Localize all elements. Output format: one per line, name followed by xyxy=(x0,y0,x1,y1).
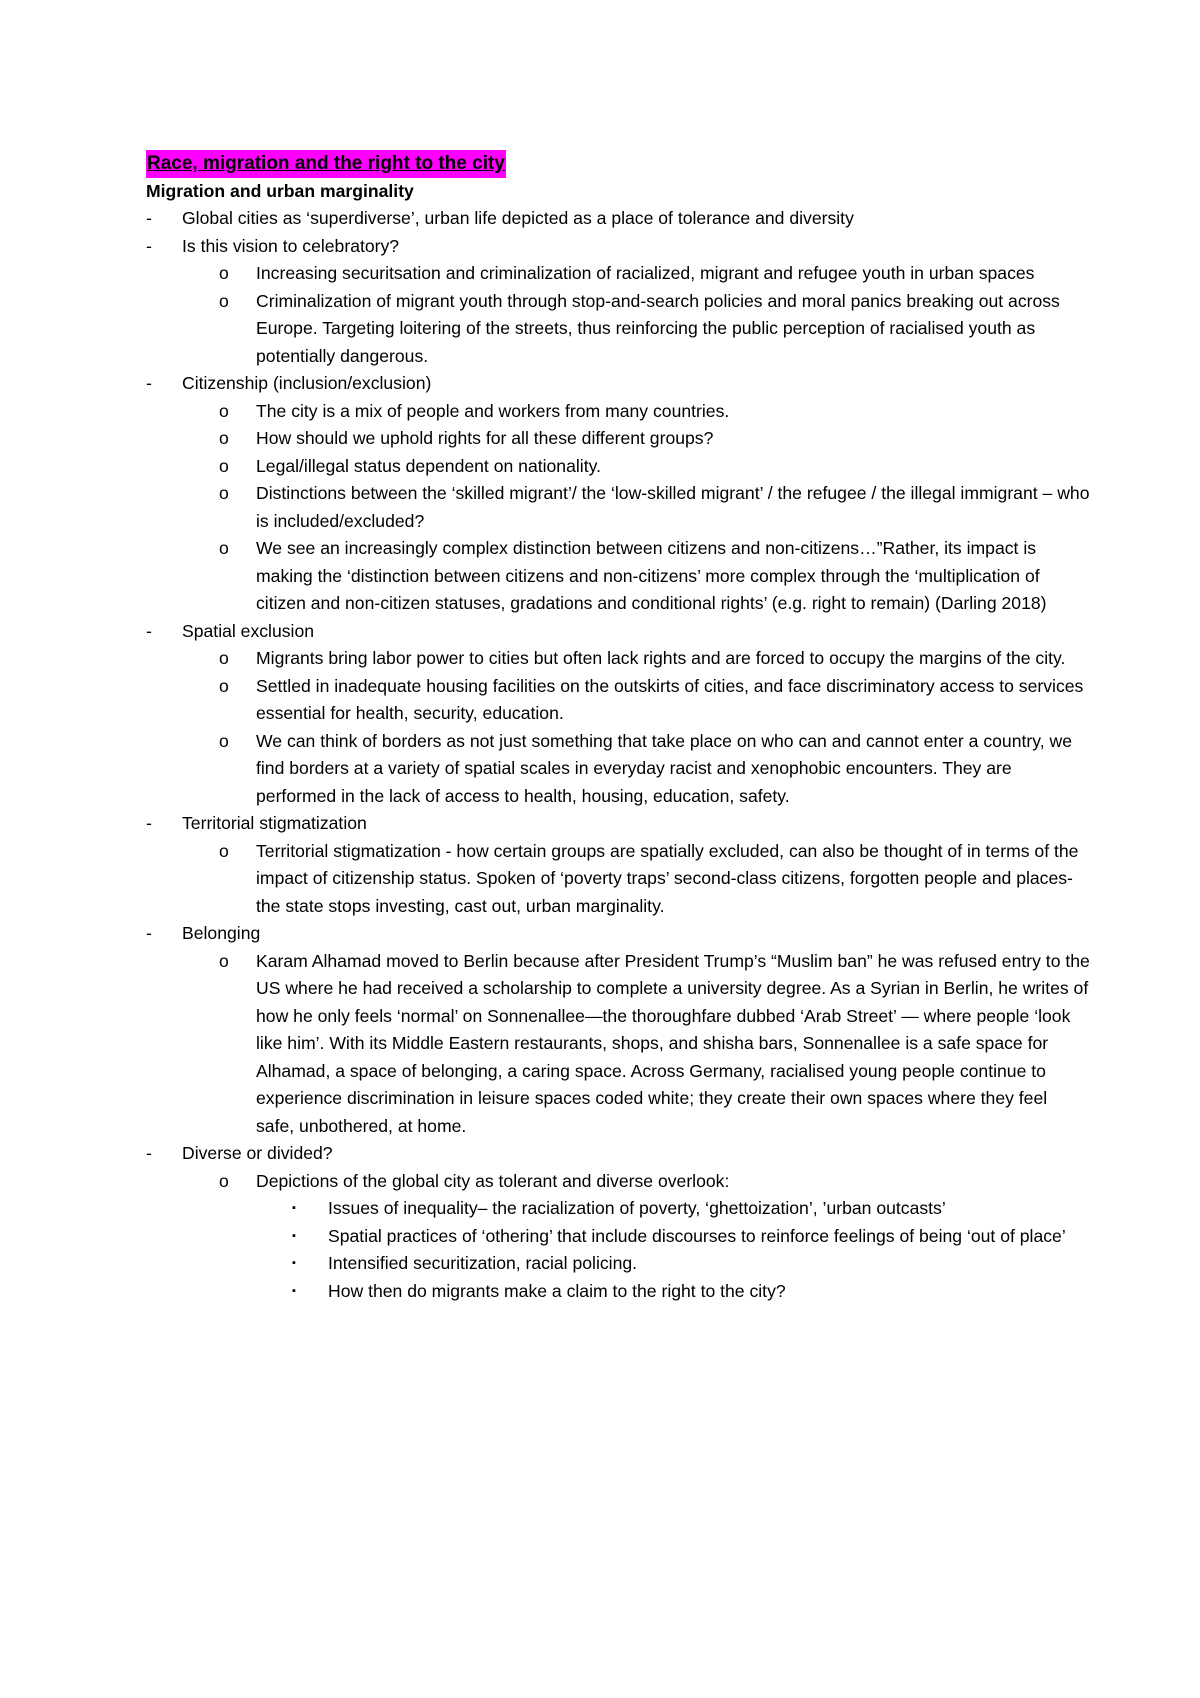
circle-bullet: o xyxy=(219,290,229,311)
list-item xyxy=(146,233,1090,261)
list-item xyxy=(146,1168,1090,1196)
list-item xyxy=(146,1223,1090,1251)
list-item-text: Intensified securitization, racial policing. xyxy=(328,1253,638,1273)
square-bullet: ▪ xyxy=(292,1202,296,1214)
list-item xyxy=(146,645,1090,673)
dash-bullet: - xyxy=(146,373,152,393)
list-item-text: Issues of inequality– the racialization of poverty, ‘ghettoization’, ’urban outcasts’ xyxy=(328,1198,946,1218)
list-item-text: Diverse or divided? xyxy=(182,1143,333,1163)
list-item-text: Depictions of the global city as tolerant and diverse overlook: xyxy=(256,1170,730,1191)
list-item-text: Increasing securitsation and criminalization of racialized, migrant and refugee youth in urban spaces xyxy=(256,263,1035,283)
circle-bullet: o xyxy=(219,538,229,558)
list-item xyxy=(146,838,1090,921)
square-bullet: ▪ xyxy=(292,1257,296,1269)
list-item-text: Spatial exclusion xyxy=(182,620,315,641)
circle-bullet: o xyxy=(219,730,229,751)
list-item xyxy=(146,618,1090,646)
dash-bullet: - xyxy=(146,813,152,833)
dash-bullet: - xyxy=(146,235,152,256)
list-item xyxy=(146,205,1090,233)
list-item-text: Criminalization of migrant youth through stop-and-search policies and moral panics breaking out across Europe. Targeting loitering of the streets, thus reinforcing the public perception of racialised youth as potentially dangerous. xyxy=(256,290,1060,366)
list-item xyxy=(146,288,1090,371)
list-item xyxy=(146,1250,1090,1278)
list-item-text: Is this vision to celebratory? xyxy=(182,235,400,256)
circle-bullet: o xyxy=(219,263,229,283)
list-item-text: We can think of borders as not just something that take place on who can and cannot enter a country, we find borders at a variety of spatial scales in everyday racist and xenophobic encounters. They are performed in the lack of access to health, housing, education, safety. xyxy=(256,730,1072,806)
list-item xyxy=(146,673,1090,728)
section-heading: Migration and urban marginality xyxy=(146,180,414,201)
list-item xyxy=(146,1195,1090,1223)
list-item xyxy=(146,728,1090,811)
circle-bullet: o xyxy=(219,455,229,476)
list-item xyxy=(146,370,1090,398)
list-item xyxy=(146,453,1090,481)
list-item xyxy=(146,480,1090,535)
square-bullet: ▪ xyxy=(292,1229,296,1242)
list-item-text: Migrants bring labor power to cities but often lack rights and are forced to occupy the margins of the city. xyxy=(256,648,1066,668)
list-item-text: Spatial practices of ‘othering’ that include discourses to reinforce feelings of being ‘out of place’ xyxy=(328,1225,1066,1246)
list-item-text: Territorial stigmatization - how certain groups are spatially excluded, can also be thought of in terms of the impact of citizenship status. Spoken of ‘poverty traps’ second-class citizens, forgotten people and places- the state stops investing, cast out, urban marginality. xyxy=(256,840,1079,916)
circle-bullet: o xyxy=(219,950,229,971)
list-item-text: Citizenship (inclusion/exclusion) xyxy=(182,373,432,393)
list-item-text: Global cities as ‘superdiverse’, urban life depicted as a place of tolerance and diversity xyxy=(182,208,854,228)
list-item-text: Distinctions between the ‘skilled migrant’/ the ‘low-skilled migrant’ / the refugee / the illegal immigrant – who is included/excluded? xyxy=(256,483,1090,531)
circle-bullet: o xyxy=(219,400,229,421)
list-item xyxy=(146,535,1090,618)
list-item-text: The city is a mix of people and workers from many countries. xyxy=(256,400,730,421)
list-item-text: How then do migrants make a claim to the right to the city? xyxy=(328,1280,786,1301)
list-item xyxy=(146,425,1090,453)
list-item-text: We see an increasingly complex distinction between citizens and non-citizens…”Rather, its impact is making the ‘distinction between citizens and non-citizens’ more complex through the ‘multiplication of citizen and non-citizen statuses, gradations and conditional rights’ (e.g. right to remain) (Darling 2018) xyxy=(256,538,1047,613)
circle-bullet: o xyxy=(219,428,229,448)
list-item xyxy=(146,948,1090,1141)
list-item-text: How should we uphold rights for all these different groups? xyxy=(256,428,714,448)
dash-bullet: - xyxy=(146,208,152,228)
list-item xyxy=(146,1278,1090,1306)
document-title: Race, migration and the right to the city xyxy=(146,150,506,178)
circle-bullet: o xyxy=(219,840,229,861)
dash-bullet: - xyxy=(146,1143,152,1163)
list-item xyxy=(146,1140,1090,1168)
list-item-text: Settled in inadequate housing facilities on the outskirts of cities, and face discriminatory access to services essential for health, security, education. xyxy=(256,675,1084,723)
list-item-text: Territorial stigmatization xyxy=(182,813,367,833)
list-item-text: Belonging xyxy=(182,923,261,943)
circle-bullet: o xyxy=(219,675,229,696)
square-bullet: ▪ xyxy=(292,1284,296,1297)
circle-bullet: o xyxy=(219,648,229,668)
dash-bullet: - xyxy=(146,923,152,943)
list-item xyxy=(146,920,1090,948)
list-item xyxy=(146,810,1090,838)
list-item xyxy=(146,398,1090,426)
dash-bullet: - xyxy=(146,620,152,641)
list-item xyxy=(146,260,1090,288)
circle-bullet: o xyxy=(219,1170,229,1191)
list-item-text: Legal/illegal status dependent on nationality. xyxy=(256,455,601,476)
circle-bullet: o xyxy=(219,483,229,503)
list-item-text: Karam Alhamad moved to Berlin because after President Trump’s “Muslim ban” he was refused entry to the US where he had received a scholarship to complete a university degree. As a Syrian in Berlin, he writes of how he only feels ‘normal’ on Sonnenallee—the thoroughfare dubbed ‘Arab Street’ — where people ‘look like him’. With its Middle Eastern restaurants, shops, and shisha bars, Sonnenallee is a safe space for Alhamad, a space of belonging, a caring space. Across Germany, racialised young people continue to experience discrimination in leisure spaces coded white; they create their own spaces where they feel safe, unbothered, at home. xyxy=(256,950,1090,1136)
